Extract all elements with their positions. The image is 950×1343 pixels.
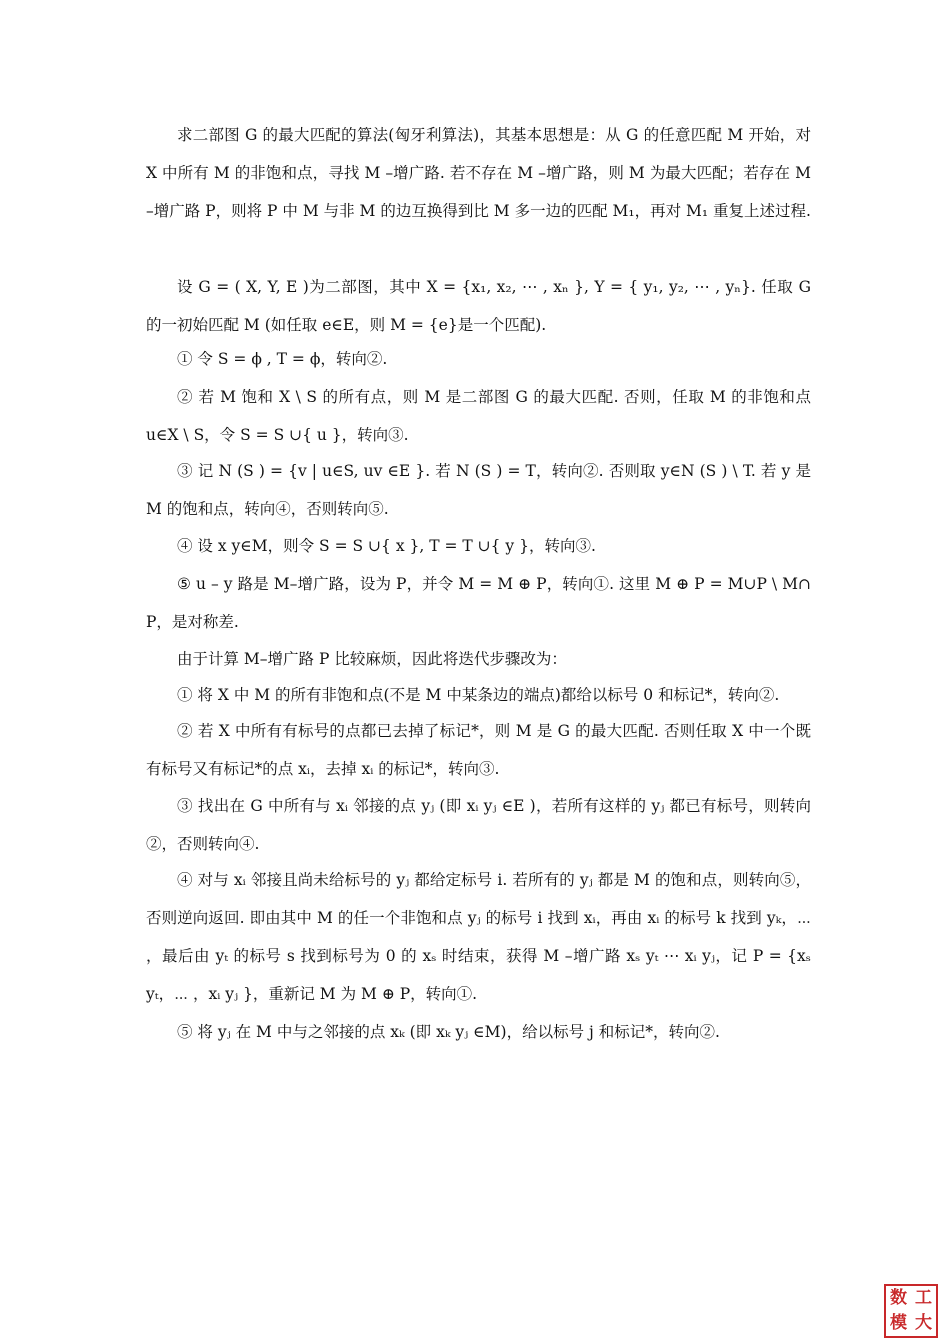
paragraph-revised-step-3: ③ 找出在 G 中所有与 xᵢ 邻接的点 yⱼ (即 xᵢ yⱼ ∈E )，若所有这样的 yⱼ 都已有标号，则转向②，否则转向④.	[146, 797, 811, 853]
paragraph-step-3: ③ 记 N (S ) = {v | u∈S, uv ∈E }. 若 N (S ) = T，转向②. 否则取 y∈N (S ) \ T. 若 y 是 M 的饱和点，转向④，否则转向⑤.	[146, 462, 811, 518]
paragraph-revised-step-5: ⑤ 将 yⱼ 在 M 中与之邻接的点 xₖ (即 xₖ yⱼ ∈M)，给以标号 j 和标记*，转向②.	[177, 1023, 720, 1041]
paragraph-step-5: ⑤ u – y 路是 M–增广路，设为 P，并令 M = M ⊕ P，转向①. 这里 M ⊕ P = M∪P \ M∩ P，是对称差.	[146, 575, 811, 631]
red-seal-stamp	[884, 1284, 938, 1338]
seal-char: 工	[915, 1288, 932, 1308]
paragraph-step-1: ① 令 S = ϕ , T = ϕ，转向②.	[177, 350, 388, 368]
seal-char: 大	[915, 1313, 932, 1333]
seal-char: 模	[890, 1313, 907, 1333]
seal-char: 数	[890, 1288, 907, 1308]
paragraph-step-4: ④ 设 x y∈M，则令 S = S ∪{ x }, T = T ∪{ y }，转向③.	[177, 537, 596, 555]
paragraph-revised-step-2: ② 若 X 中所有有标号的点都已去掉了标记*，则 M 是 G 的最大匹配. 否则任取 X 中一个既有标号又有标记*的点 xᵢ，去掉 xᵢ 的标记*，转向③.	[146, 722, 811, 778]
paragraph-setup: 设 G = ( X, Y, E )为二部图，其中 X = {x₁, x₂, ⋯ , xₙ }, Y = { y₁, y₂, ⋯ , yₙ}. 任取 G 的一初始匹配 M (如任取 e∈E，则 M = {e}是一个匹配).	[146, 278, 811, 334]
paragraph-revised-intro: 由于计算 M–增广路 P 比较麻烦，因此将迭代步骤改为：	[177, 650, 567, 668]
paragraph-revised-step-4: ④ 对与 xᵢ 邻接且尚未给标号的 yⱼ 都给定标号 i. 若所有的 yⱼ 都是 M 的饱和点，则转向⑤，否则逆向返回. 即由其中 M 的任一个非饱和点 yⱼ 的标号 i 找到 xᵢ，再由 xᵢ 的标号 k 找到 yₖ，⋯ ，最后由 yₜ 的标号 s 找到标号为 0 的 xₛ 时结束，获得 M –增广路 xₛ yₜ ⋯ xᵢ yⱼ，记 P = {xₛ yₜ，⋯ ，xᵢ yⱼ }，重新记 M 为 M ⊕ P，转向①.	[146, 871, 811, 1003]
paragraph-step-2: ② 若 M 饱和 X \ S 的所有点，则 M 是二部图 G 的最大匹配. 否则，任取 M 的非饱和点 u∈X \ S，令 S = S ∪{ u }，转向③.	[146, 388, 811, 444]
paragraph-hungarian-intro: 求二部图 G 的最大匹配的算法(匈牙利算法)，其基本思想是：从 G 的任意匹配 M 开始，对 X 中所有 M 的非饱和点，寻找 M –增广路. 若不存在 M –增广路，则 M 为最大匹配；若存在 M –增广路 P，则将 P 中 M 与非 M 的边互换得到比 M 多一边的匹配 M₁，再对 M₁ 重复上述过程.	[146, 126, 811, 220]
paragraph-revised-step-1: ① 将 X 中 M 的所有非饱和点(不是 M 中某条边的端点)都给以标号 0 和标记*，转向②.	[177, 686, 780, 704]
